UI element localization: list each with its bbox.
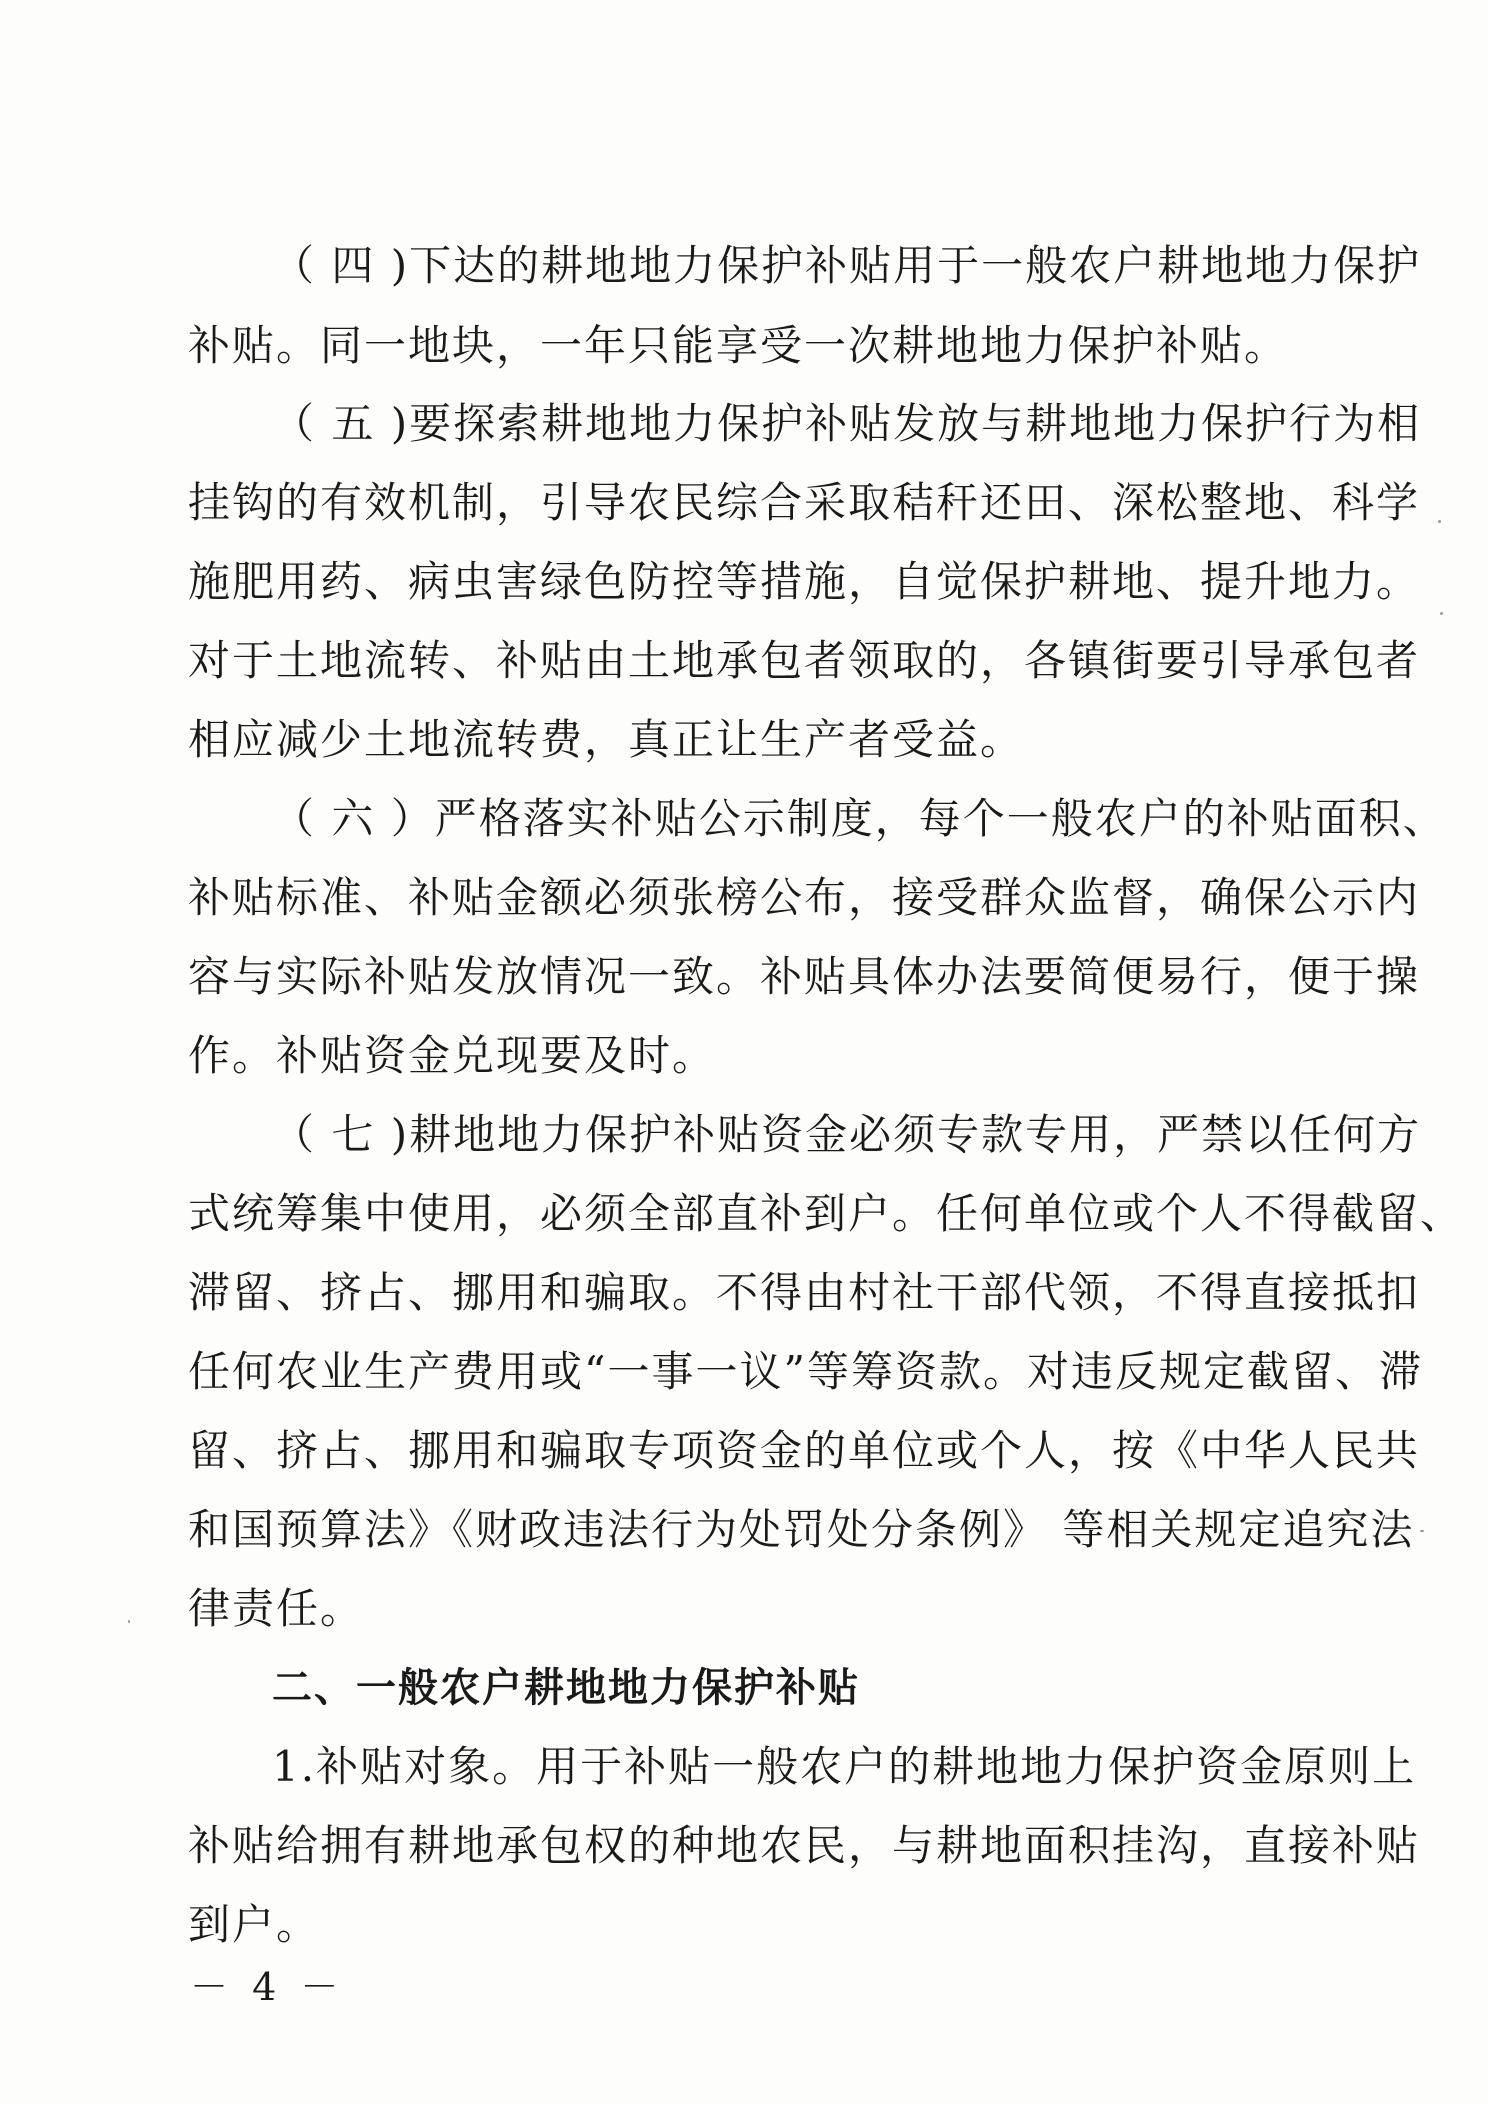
paragraph-5-line-5: 相应减少土地流转费，真正让生产者受益。 <box>188 715 1025 764</box>
section-heading: 二、一般农户耕地地力保护补贴 <box>272 1665 860 1711</box>
paragraph-7-line-4: 任何农业生产费用或“一事一议”等筹资款。对违反规定截留、滞 <box>188 1347 1423 1396</box>
paragraph-5-line-2: 挂钩的有效机制，引导农民综合采取秸秆还田、深松整地、科学 <box>188 478 1421 527</box>
paragraph-7-line-2: 式统筹集中使用，必须全部直补到户。任何单位或个人不得截留、 <box>188 1189 1465 1238</box>
page-number: － 4 － <box>190 1965 345 2009</box>
paragraph-6-line-1: （ 六 ）严格落实补贴公示制度，每个一般农户的补贴面积、 <box>272 794 1447 843</box>
paragraph-7-line-7: 律责任。 <box>188 1584 365 1633</box>
paragraph-7-line-6: 和国预算法》《财政违法行为处罚处分条例》 等相关规定追究法 <box>188 1505 1415 1554</box>
paragraph-6-line-4: 作。补贴资金兑现要及时。 <box>188 1031 717 1080</box>
paragraph-5-line-4: 对于土地流转、补贴由土地承包者领取的，各镇街要引导承包者 <box>188 636 1421 685</box>
paragraph-4-line-1: （ 四 )下达的耕地地力保护补贴用于一般农户耕地地力保护 <box>272 241 1422 290</box>
paragraph-4-line-2: 补贴。同一地块，一年只能享受一次耕地地力保护补贴。 <box>188 321 1289 370</box>
paragraph-7-line-5: 留、挤占、挪用和骗取专项资金的单位或个人，按《中华人民共 <box>188 1426 1421 1475</box>
subsidy-target-line-1: 1.补贴对象。用于补贴一般农户的耕地地力保护资金原则上 <box>272 1742 1417 1791</box>
scan-speck <box>1440 612 1443 615</box>
scan-speck <box>128 1620 130 1623</box>
paragraph-6-line-2: 补贴标准、补贴金额必须张榜公布，接受群众监督，确保公示内 <box>188 873 1421 922</box>
subsidy-target-line-3: 到户。 <box>188 1900 321 1949</box>
paragraph-7-line-1: （ 七 )耕地地力保护补贴资金必须专款专用，严禁以任何方 <box>272 1110 1422 1159</box>
scan-speck <box>1438 520 1441 523</box>
subsidy-target-line-2: 补贴给拥有耕地承包权的种地农民，与耕地面积挂沟，直接补贴 <box>188 1821 1421 1870</box>
scan-speck <box>1420 1530 1424 1532</box>
paragraph-7-line-3: 滞留、挤占、挪用和骗取。不得由村社干部代领，不得直接抵扣 <box>188 1268 1421 1317</box>
paragraph-5-line-3: 施肥用药、病虫害绿色防控等措施，自觉保护耕地、提升地力。 <box>188 557 1421 606</box>
paragraph-5-line-1: （ 五 )要探索耕地地力保护补贴发放与耕地地力保护行为相 <box>272 399 1422 448</box>
paragraph-6-line-3: 容与实际补贴发放情况一致。补贴具体办法要简便易行，便于操 <box>188 952 1421 1001</box>
